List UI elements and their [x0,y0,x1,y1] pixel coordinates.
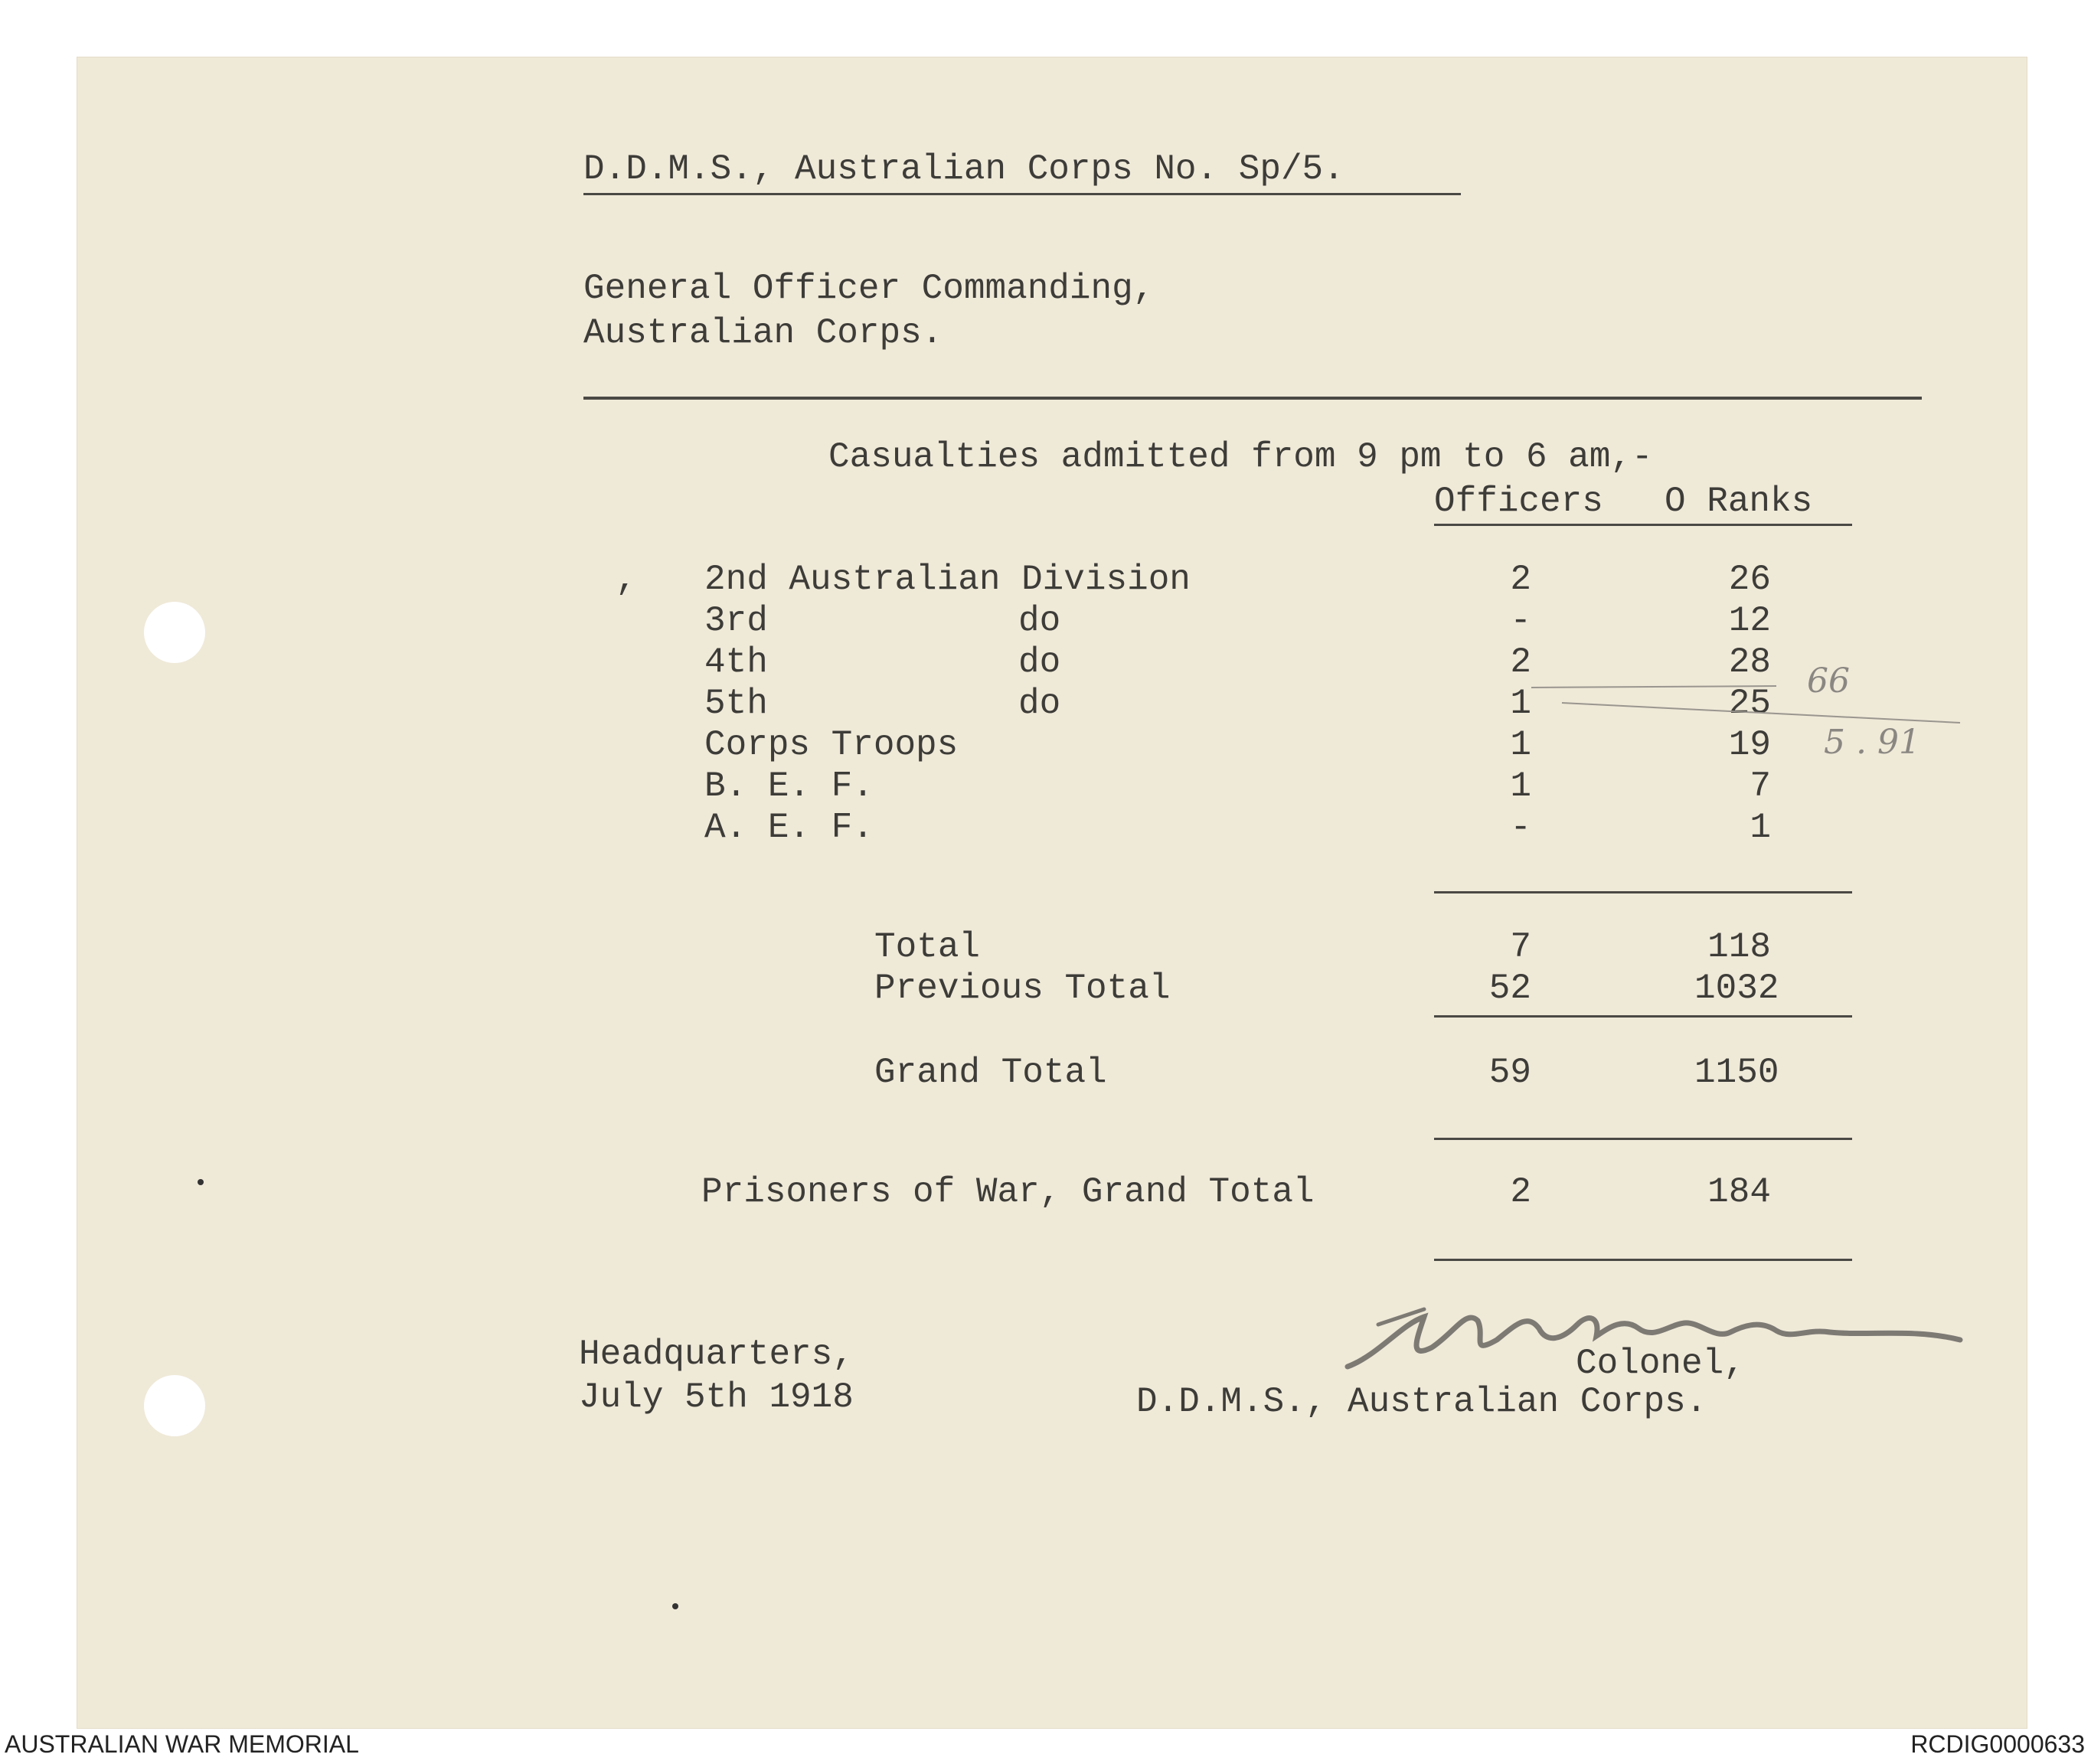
row-officers: - [1510,808,1531,848]
subtotal-rule [1434,891,1852,893]
row-officers: - [1510,601,1531,641]
grand-total-ranks: 1150 [1694,1053,1779,1093]
row-officers: 2 [1510,642,1531,682]
row-unit: 4th [704,642,768,682]
header-divider [583,397,1922,400]
previous-total-label: Previous Total [874,969,1171,1008]
row-unit: 2nd Australian Division [704,560,1191,599]
footer-catalogue-id: RCDIG0000633 [1910,1730,2085,1758]
addressee-line-1: General Officer Commanding, [583,269,1155,309]
punch-hole-bottom [144,1375,205,1436]
column-header-underline [1434,524,1852,526]
column-header-officers: Officers [1434,482,1603,521]
intro-line: Casualties admitted from 9 pm to 6 am,- [828,437,1653,477]
reference-number: D.D.M.S., Australian Corps No. Sp/5. [583,149,1344,189]
place-line: Headquarters, [579,1334,854,1374]
row-unit: Corps Troops [704,725,959,765]
paper-speck [672,1603,678,1609]
row-officers: 1 [1510,684,1531,724]
row-ranks: 28 [1728,642,1771,682]
leading-comma: , [616,560,637,599]
punch-hole-top [144,602,205,663]
row-ranks: 7 [1750,766,1771,806]
row-officers: 2 [1510,560,1531,599]
row-ranks: 1 [1750,808,1771,848]
addressee-line-2: Australian Corps. [583,313,943,353]
total-officers: 7 [1510,927,1531,967]
signatory-rank: Colonel, [1576,1344,1745,1383]
row-officers: 1 [1510,725,1531,765]
grand-total-rule [1434,1138,1852,1140]
previous-total-officers: 52 [1488,969,1531,1008]
prisoners-officers: 2 [1510,1172,1531,1212]
row-unit: 5th [704,684,768,724]
row-unit: 3rd [704,601,768,641]
prisoners-rule [1434,1259,1852,1261]
date-line: July 5th 1918 [579,1377,854,1417]
row-ranks: 26 [1728,560,1771,599]
row-ditto: do [1018,642,1061,682]
prisoners-label: Prisoners of War, Grand Total [701,1172,1315,1212]
row-unit: B. E. F. [704,766,874,806]
row-ditto: do [1018,601,1061,641]
previous-total-rule [1434,1015,1852,1018]
previous-total-ranks: 1032 [1694,969,1779,1008]
row-ranks: 25 [1728,684,1771,724]
total-label: Total [874,927,981,967]
signatory-office: D.D.M.S., Australian Corps. [1136,1382,1707,1422]
margin-pencil-lines [1531,680,1975,726]
margin-note-1: 66 [1807,662,1850,701]
row-ranks: 12 [1728,601,1771,641]
footer-archive-name: AUSTRALIAN WAR MEMORIAL [5,1730,359,1758]
prisoners-ranks: 184 [1707,1172,1771,1212]
column-header-other-ranks: O Ranks [1665,482,1813,521]
reference-underline [583,193,1461,195]
total-ranks: 118 [1707,927,1771,967]
row-officers: 1 [1510,766,1531,806]
row-ditto: do [1018,684,1061,724]
row-ranks: 19 [1728,725,1771,765]
row-unit: A. E. F. [704,808,874,848]
grand-total-label: Grand Total [874,1053,1107,1093]
grand-total-officers: 59 [1488,1053,1531,1093]
paper-speck [198,1179,204,1185]
margin-note-2: 5 . 91 [1824,723,1920,762]
